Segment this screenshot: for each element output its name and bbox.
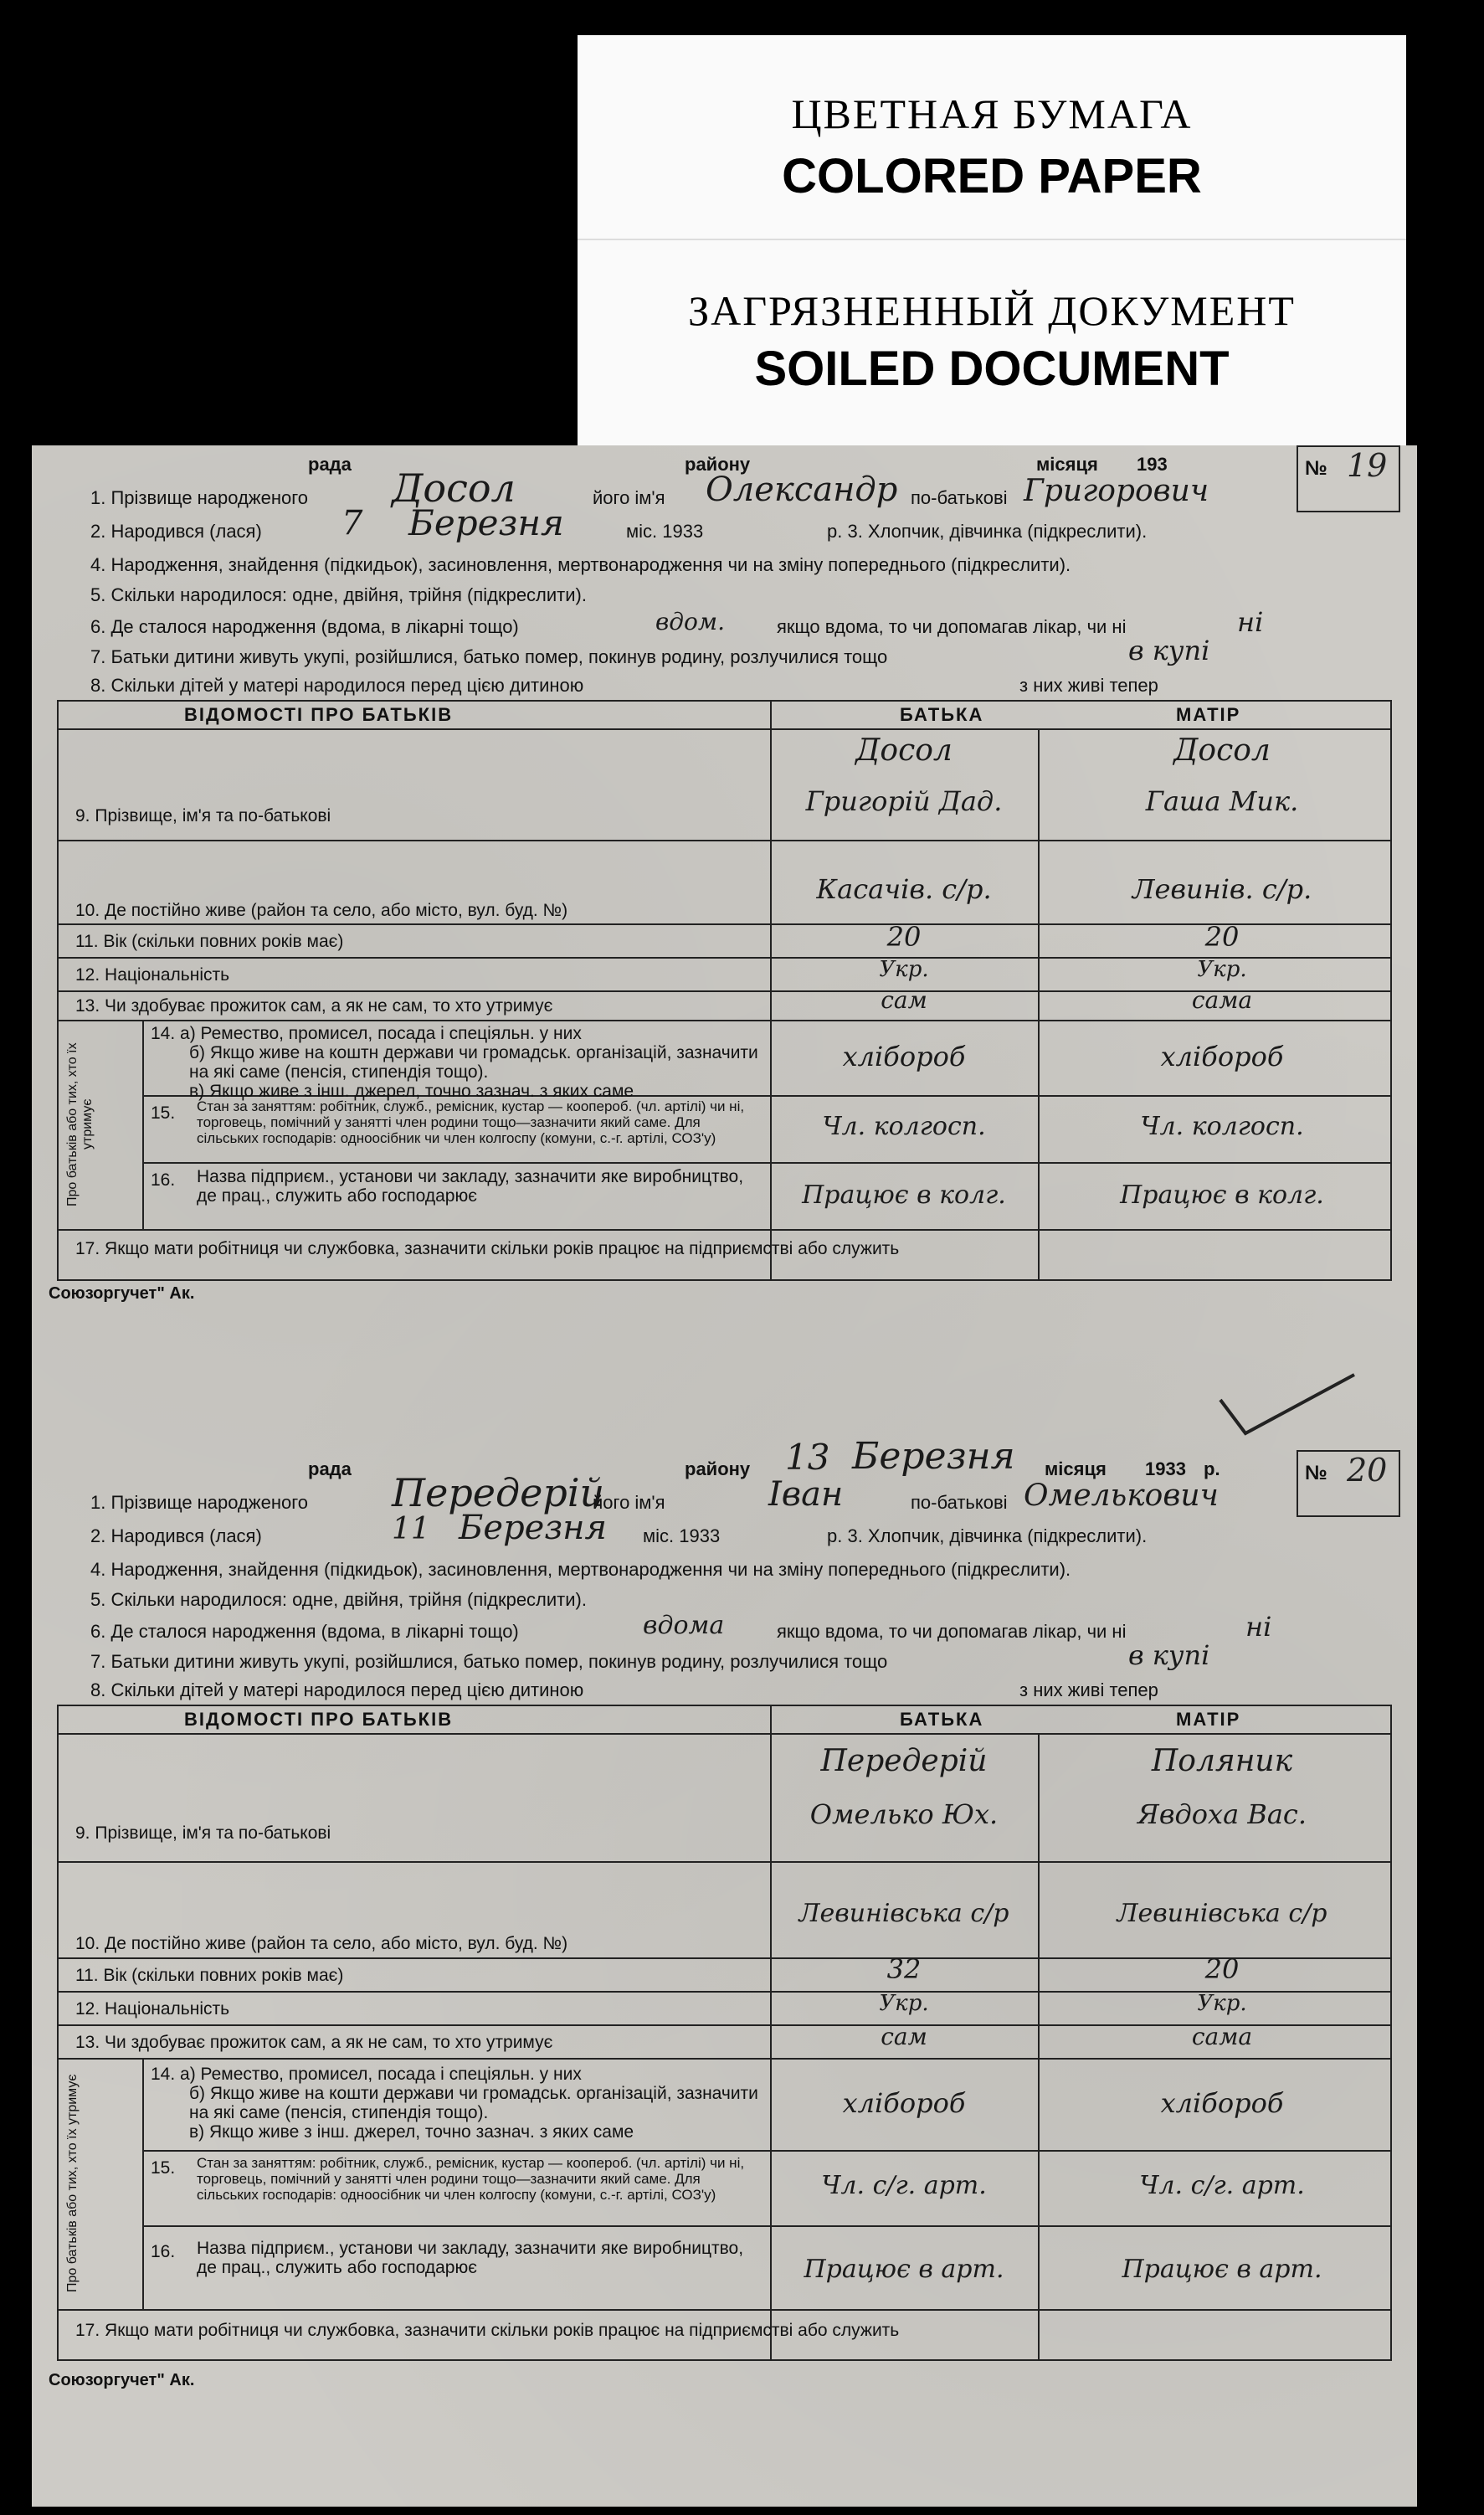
line-6-label: 6. Де сталося народження (вдома, в лікарні тощо) <box>90 1621 519 1642</box>
parents-status: в купі <box>1128 635 1210 666</box>
row-11-label: 11. Вік (скільки повних років має) <box>75 932 344 951</box>
colored-paper-en: COLORED PAPER <box>782 149 1202 203</box>
doctor-label: якщо вдома, то чи допомагав лікар, чи ні <box>777 1621 1127 1642</box>
row-16-label: Назва підприєм., установи чи закладу, зазначити яке виробництво, де прац., служить або господарює <box>197 1167 744 1206</box>
line-2 <box>57 502 1291 546</box>
row-14c: в) Якщо живе з інш. джерел, точно зазнач. з яких саме <box>189 1082 634 1101</box>
colored-paper-ru: ЦВЕТНАЯ БУМАГА <box>791 90 1193 137</box>
father-occupation: хлібороб <box>842 2087 966 2119</box>
birth-month: Березня <box>459 1509 607 1547</box>
line-8 <box>57 675 1291 700</box>
line-4-label: 4. Народження, знайдення (підкидьок), засиновлення, мертвонародження чи на зміну попереднього (підкреслити). <box>90 1559 1071 1580</box>
child-surname: Досол <box>392 465 516 511</box>
row-9-label: 9. Прізвище, ім'я та по-батькові <box>75 1823 331 1843</box>
line-4-label: 4. Народження, знайдення (підкидьок), засиновлення, мертвонародження чи на зміну попереднього (підкреслити). <box>90 554 1071 575</box>
mother-support: сама <box>1191 986 1253 1014</box>
mother-status: Чл. с/г. арт. <box>1139 2171 1305 2200</box>
birth-month: Березня <box>408 502 564 543</box>
child-name: Олександр <box>706 471 898 509</box>
line-2 <box>57 1509 1291 1551</box>
rada-label: рада <box>308 454 352 475</box>
birth-day: 7 <box>341 504 363 543</box>
header-mother: МАТІР <box>1176 704 1241 725</box>
row-14b: б) Якщо живе на коштн держави чи громадськ. організацій, зазначити на які саме (пенсія, стипендія тощо). <box>189 1043 758 1082</box>
doctor-label: якщо вдома, то чи допомагав лікар, чи ні <box>777 616 1127 637</box>
line-1-label: 1. Прізвище народженого <box>90 487 308 508</box>
alive-label: з них живі тепер <box>1019 1679 1158 1700</box>
father-age: 20 <box>886 921 922 953</box>
father-nationality: Укр. <box>879 1991 929 2016</box>
child-patronymic: Омелькович <box>1024 1479 1219 1513</box>
birth-place: вдома <box>643 1611 725 1640</box>
row-13-label: 13. Чи здобуває прожиток сам, а як не сам, то хто утримує <box>75 996 553 1016</box>
line-6 <box>57 606 1291 641</box>
mother-residence: Левинівська с/р <box>1117 1899 1327 1928</box>
line-7-label: 7. Батьки дитини живуть укупі, розійшлися, батько помер, покинув родину, розлучилися тощо <box>90 1651 888 1672</box>
mother-name: Гаша Мик. <box>1145 785 1299 817</box>
father-surname: Передерій <box>820 1744 988 1778</box>
registration-day: 13 <box>785 1437 830 1478</box>
soiled-document-ru: ЗАГРЯЗНЕННЫЙ ДОКУМЕНТ <box>688 287 1296 334</box>
line-5-label: 5. Скільки народилося: одне, двійня, трійня (підкреслити). <box>90 584 587 605</box>
father-status: Чл. колгосп. <box>822 1112 986 1141</box>
parents-table <box>57 1705 1392 2361</box>
name-label: його ім'я <box>593 1492 665 1513</box>
line-5-label: 5. Скільки народилося: одне, двійня, трійня (підкреслити). <box>90 1589 587 1610</box>
registration-month: Березня <box>852 1435 1015 1478</box>
line-7 <box>57 1639 1291 1676</box>
mother-workplace: Працює в колг. <box>1120 1180 1324 1210</box>
year-label: 1933 <box>1145 1458 1186 1479</box>
header-info: ВІДОМОСТІ ПРО БАТЬКІВ <box>184 704 454 725</box>
mother-residence: Левинів. с/р. <box>1132 873 1312 905</box>
row-9-label: 9. Прізвище, ім'я та по-батькові <box>75 806 331 825</box>
father-name: Григорій Дад. <box>805 785 1003 817</box>
number-sign: № <box>1305 457 1327 480</box>
check-mark-icon <box>1212 1366 1363 1442</box>
row-12-label: 12. Національність <box>75 1999 230 2019</box>
row-15-label: Стан за заняттям: робітник, служб., ремісник, кустар — коопероб. (чл. артілі) чи ні, торговець, помічний у занятті член родини тощо—зазначити який саме. Для сільських господарів: одноосібник чи член колгоспу (комуни, с.-г. артілі, СОЗ'у) <box>197 1098 745 1146</box>
line-8 <box>57 1679 1291 1705</box>
parents-table <box>57 700 1392 1281</box>
mother-occupation: хлібороб <box>1160 2087 1284 2119</box>
patronymic-label: по-батькові <box>911 1492 1008 1513</box>
month-label: місяця <box>1036 454 1098 475</box>
row-16-num: 16. <box>151 2242 176 2261</box>
line-6 <box>57 1611 1291 1646</box>
line-2-label: 2. Народився (лася) <box>90 1525 262 1546</box>
soiled-document-en: SOILED DOCUMENT <box>754 342 1230 396</box>
row-14b: б) Якщо живе на кошти держави чи громадськ. організацій, зазначити на які саме (пенсія, стипендія тощо). <box>189 2084 758 2122</box>
line-5 <box>57 584 1291 609</box>
soiled-document-label <box>578 239 1406 450</box>
mother-name: Явдоха Вас. <box>1137 1798 1307 1830</box>
child-surname: Передерій <box>392 1470 605 1515</box>
father-residence: Левинівська с/р <box>798 1899 1009 1928</box>
row-16-num: 16. <box>151 1170 176 1190</box>
line-8-label: 8. Скільки дітей у матері народилося перед цією дитиною <box>90 1679 584 1700</box>
line-8-label: 8. Скільки дітей у матері народилося перед цією дитиною <box>90 675 584 696</box>
father-support: сам <box>881 2023 927 2050</box>
paper-sheet <box>32 445 1417 2507</box>
line-1 <box>57 465 1291 512</box>
patronymic-label: по-батькові <box>911 487 1008 508</box>
row-17-label: 17. Якщо мати робітниця чи службовка, зазначити скільки років працює на підприємстві або служить <box>75 2321 900 2340</box>
mother-age: 20 <box>1204 921 1240 953</box>
father-surname: Досол <box>855 733 953 768</box>
birth-place: вдом. <box>655 608 726 635</box>
colored-paper-label <box>578 35 1406 244</box>
alive-label: з них живі тепер <box>1019 675 1158 696</box>
record-number: 19 <box>1347 447 1388 484</box>
father-status: Чл. с/г. арт. <box>821 2171 987 2200</box>
side-caption: Про батьків або тих, хто їх утримує <box>65 2074 80 2293</box>
father-occupation: хлібороб <box>842 1041 966 1072</box>
line-1-label: 1. Прізвище народженого <box>90 1492 308 1513</box>
doctor-value: ні <box>1245 1611 1272 1643</box>
table-header <box>59 702 1390 730</box>
line-6-label: 6. Де сталося народження (вдома, в лікарні тощо) <box>90 616 519 637</box>
father-workplace: Працює в арт. <box>804 2255 1004 2284</box>
rada-label: рада <box>308 1458 352 1479</box>
row-14c: в) Якщо живе з інш. джерел, точно зазнач. з яких саме <box>189 2122 634 2142</box>
line-4 <box>57 554 1291 579</box>
raion-label: району <box>685 1458 751 1479</box>
child-name: Іван <box>768 1475 844 1514</box>
name-label: його ім'я <box>593 487 665 508</box>
table-header <box>59 1706 1390 1735</box>
father-name: Омелько Юх. <box>809 1798 999 1830</box>
mother-support: сама <box>1191 2023 1253 2050</box>
father-workplace: Працює в колг. <box>802 1180 1006 1210</box>
row-15-num: 15. <box>151 2158 176 2178</box>
form-footer: Союзоргучет" Ак. <box>49 2371 195 2389</box>
row-14-text <box>151 1024 762 1101</box>
line-7-label: 7. Батьки дитини живуть укупі, розійшлися, батько помер, покинув родину, розлучилися тощо <box>90 646 888 667</box>
year-suffix: р. <box>1204 1458 1220 1479</box>
row-10-label: 10. Де постійно живе (район та село, або місто, вул. буд. №) <box>75 901 568 920</box>
line-7 <box>57 635 1291 671</box>
record-number: 20 <box>1347 1452 1388 1489</box>
mother-surname: Досол <box>1173 733 1271 768</box>
row-14a: 14. а) Ремество, промисел, посада і спеціяльн. у них <box>151 2065 582 2084</box>
header-mother: МАТІР <box>1176 1709 1241 1730</box>
record-number-box <box>1297 445 1400 512</box>
doctor-value: ні <box>1237 606 1264 638</box>
mother-nationality: Укр. <box>1197 1991 1247 2016</box>
row-16-label: Назва підприєм., установи чи закладу, зазначити яке виробництво, де прац., служить або господарює <box>197 2239 744 2277</box>
row-11-label: 11. Вік (скільки повних років має) <box>75 1966 344 1985</box>
year-label: 193 <box>1137 454 1168 475</box>
mother-age: 20 <box>1204 1953 1240 1985</box>
father-support: сам <box>881 986 927 1014</box>
mother-status: Чл. колгосп. <box>1140 1112 1304 1141</box>
gender-label: р. 3. Хлопчик, дівчинка (підкреслити). <box>827 521 1148 542</box>
mother-workplace: Працює в арт. <box>1122 2255 1322 2284</box>
mother-nationality: Укр. <box>1197 957 1247 982</box>
month-label: місяця <box>1045 1458 1107 1479</box>
row-10-label: 10. Де постійно живе (район та село, або місто, вул. буд. №) <box>75 1934 568 1953</box>
row-15-num: 15. <box>151 1103 176 1123</box>
line-1 <box>57 1470 1291 1517</box>
child-patronymic: Григорович <box>1024 474 1209 508</box>
father-nationality: Укр. <box>879 957 929 982</box>
birth-year-label: міс. 1933 <box>643 1525 721 1546</box>
header-father: БАТЬКА <box>900 1709 984 1730</box>
row-13-label: 13. Чи здобуває прожиток сам, а як не сам, то хто утримує <box>75 2033 553 2052</box>
header-father: БАТЬКА <box>900 704 984 725</box>
record-number-box <box>1297 1450 1400 1517</box>
mother-occupation: хлібороб <box>1160 1041 1284 1072</box>
side-caption: Про батьків або тих, хто їх утримує <box>65 1042 95 1206</box>
mother-surname: Поляник <box>1151 1744 1293 1778</box>
raion-label: району <box>685 454 751 475</box>
row-12-label: 12. Національність <box>75 965 230 985</box>
father-residence: Касачів. с/р. <box>816 873 992 905</box>
line-4 <box>57 1559 1291 1584</box>
row-14-text <box>151 2065 762 2142</box>
gender-label: р. 3. Хлопчик, дівчинка (підкреслити). <box>827 1525 1148 1546</box>
birth-record-20 <box>49 1435 1400 2446</box>
parents-status: в купі <box>1128 1639 1210 1671</box>
row-14a: 14. а) Ремество, промисел, посада і спеціяльн. у них <box>151 1024 582 1043</box>
father-age: 32 <box>886 1953 922 1985</box>
birth-day: 11 <box>392 1512 430 1546</box>
line-2-label: 2. Народився (лася) <box>90 521 262 542</box>
number-sign: № <box>1305 1462 1327 1484</box>
birth-year-label: міс. 1933 <box>626 521 704 542</box>
row-17-label: 17. Якщо мати робітниця чи службовка, зазначити скільки років працює на підприємстві або служить <box>75 1239 900 1258</box>
birth-record-19 <box>49 445 1400 1366</box>
header-info: ВІДОМОСТІ ПРО БАТЬКІВ <box>184 1709 454 1730</box>
form-footer: Союзоргучет" Ак. <box>49 1284 195 1303</box>
row-15-label: Стан за заняттям: робітник, служб., ремісник, кустар — коопероб. (чл. артілі) чи ні, торговець, помічний у занятті член родини тощо—зазначити який саме. Для сільських господарів: одноосібник чи член колгоспу (комуни, с.-г. артілі, СОЗ'у) <box>197 2155 745 2203</box>
